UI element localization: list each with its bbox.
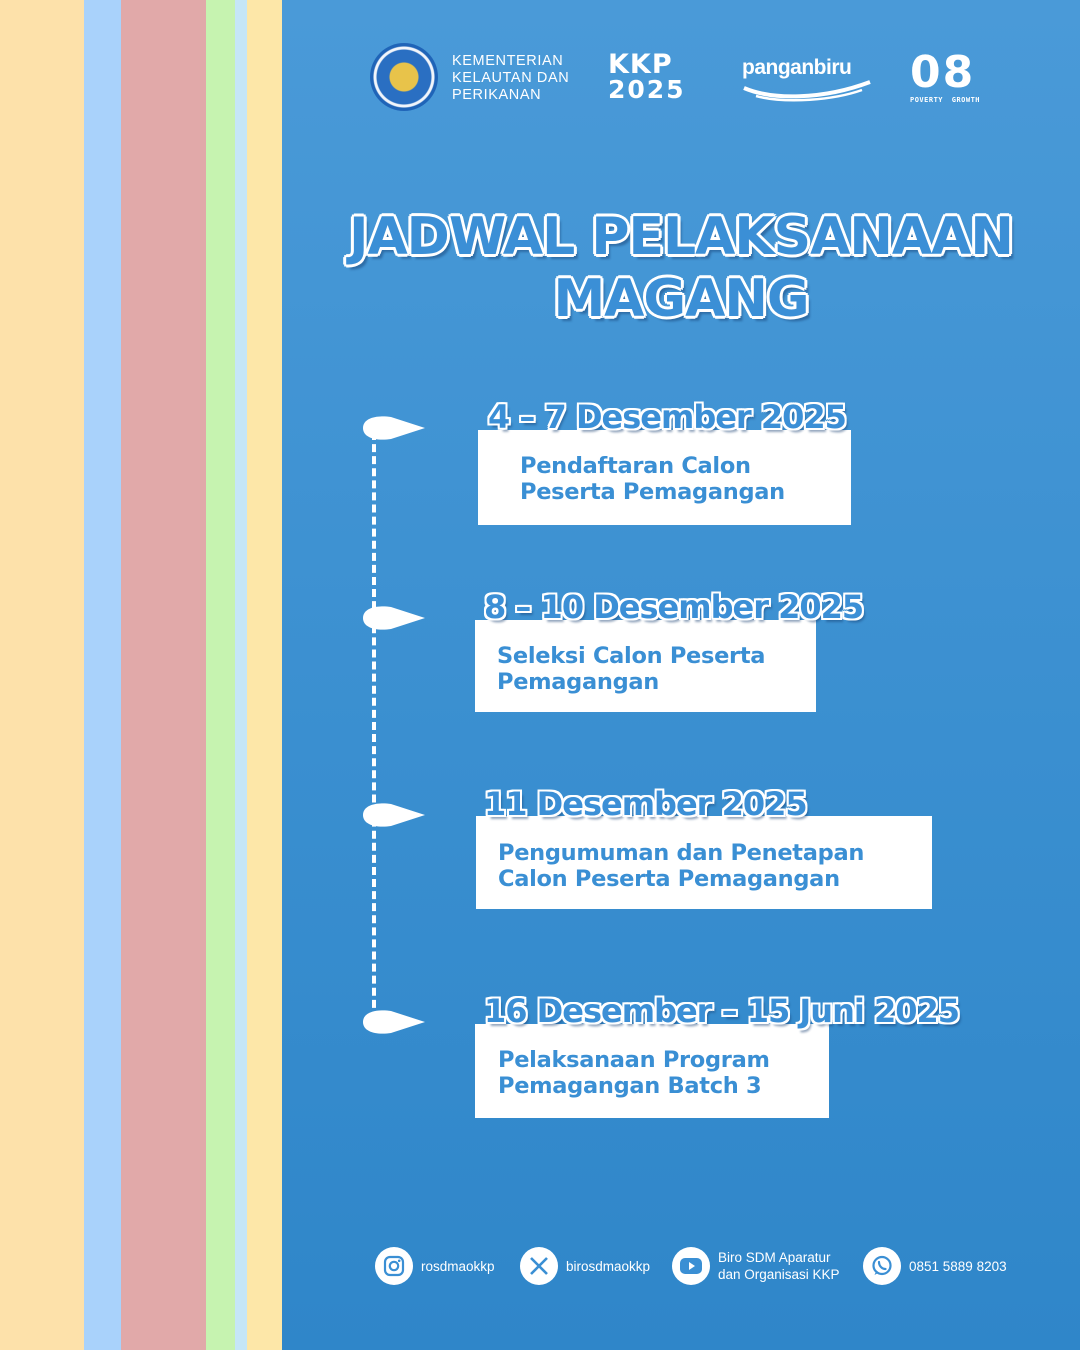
timeline-item-1-box	[478, 430, 851, 525]
whatsapp-link[interactable]	[863, 1246, 1007, 1286]
stripe-6	[247, 0, 282, 1350]
timeline-item-2-box	[475, 620, 816, 712]
eight-logo-left: POVERTY	[910, 96, 944, 104]
youtube-icon	[672, 1247, 710, 1285]
stripe-1	[0, 0, 84, 1350]
panganbiru-logo	[742, 56, 874, 104]
whatsapp-number: 0851 5889 8203	[909, 1258, 1007, 1274]
x-handle: birosdmaokkp	[566, 1258, 651, 1274]
eight-logo-caption	[910, 96, 986, 104]
arrow-right-icon	[361, 603, 427, 633]
timeline-item-4-desc-line-1: Pelaksanaan Program	[498, 1047, 770, 1073]
stripe-5	[235, 0, 247, 1350]
timeline-item-3-desc	[498, 840, 932, 892]
timeline-item-1-desc-line-1: Pendaftaran Calon	[520, 453, 751, 479]
youtube-channel	[718, 1249, 840, 1283]
timeline-item-3-desc-line-1: Pengumuman dan Penetapan	[498, 840, 865, 866]
instagram-handle: rosdmaokkp	[421, 1258, 495, 1274]
arrow-right-icon	[361, 1007, 427, 1037]
instagram-link[interactable]	[375, 1246, 495, 1286]
x-icon	[520, 1247, 558, 1285]
eight-logo-number: 08	[910, 47, 976, 98]
timeline-item-4-desc-line-2: Pemagangan Batch 3	[498, 1073, 762, 1099]
timeline-item-3-box	[476, 816, 932, 909]
ministry-line-2: KELAUTAN DAN	[452, 70, 570, 86]
arrow-right-icon	[361, 800, 427, 830]
ministry-line-1: KEMENTERIAN	[452, 53, 564, 69]
kkp-2025-logo	[608, 49, 704, 104]
arrow-right-icon	[361, 413, 427, 443]
eight-percent-logo	[910, 47, 986, 108]
stripe-4	[206, 0, 235, 1350]
instagram-icon	[375, 1247, 413, 1285]
stripe-2	[84, 0, 121, 1350]
kkp-logo-year: 2025	[608, 75, 686, 104]
page-title	[282, 206, 1080, 330]
timeline-item-2-desc	[497, 643, 816, 695]
timeline-item-2-desc-line-2: Pemagangan	[497, 669, 659, 695]
x-link[interactable]	[520, 1246, 650, 1286]
timeline-item-1-desc-line-2: Peserta Pemagangan	[520, 479, 785, 505]
timeline-item-1-desc	[520, 453, 851, 505]
youtube-link[interactable]	[672, 1246, 840, 1286]
timeline-item-3-date: 11 Desember 2025	[484, 785, 807, 823]
timeline-item-4-box	[475, 1024, 829, 1118]
timeline-item-3-desc-line-2: Calon Peserta Pemagangan	[498, 866, 840, 892]
timeline-item-4-desc	[498, 1047, 829, 1099]
title-line-1: JADWAL PELAKSANAAN	[349, 207, 1013, 267]
garuda-emblem-icon	[370, 43, 438, 111]
whatsapp-icon	[863, 1247, 901, 1285]
timeline-item-4-date: 16 Desember – 15 Juni 2025	[484, 992, 960, 1030]
ministry-name	[452, 53, 569, 104]
wave-icon	[742, 80, 874, 102]
stripe-3	[121, 0, 206, 1350]
timeline-dashed-line	[372, 432, 376, 1032]
youtube-channel-line-2: dan Organisasi KKP	[718, 1267, 840, 1282]
eight-logo-right: GROWTH	[951, 96, 981, 104]
kkp-logo-text: KKP	[608, 49, 673, 80]
panganbiru-logo-text: panganbiru	[742, 56, 852, 79]
timeline-item-2-date: 8 – 10 Desember 2025	[484, 588, 864, 626]
youtube-channel-line-1: Biro SDM Aparatur	[718, 1250, 831, 1265]
title-line-2: MAGANG	[553, 269, 809, 329]
ministry-line-3: PERIKANAN	[452, 87, 542, 103]
decorative-stripes	[0, 0, 282, 1350]
timeline-item-1-date: 4 – 7 Desember 2025	[488, 398, 846, 436]
timeline-item-2-desc-line-1: Seleksi Calon Peserta	[497, 643, 766, 669]
